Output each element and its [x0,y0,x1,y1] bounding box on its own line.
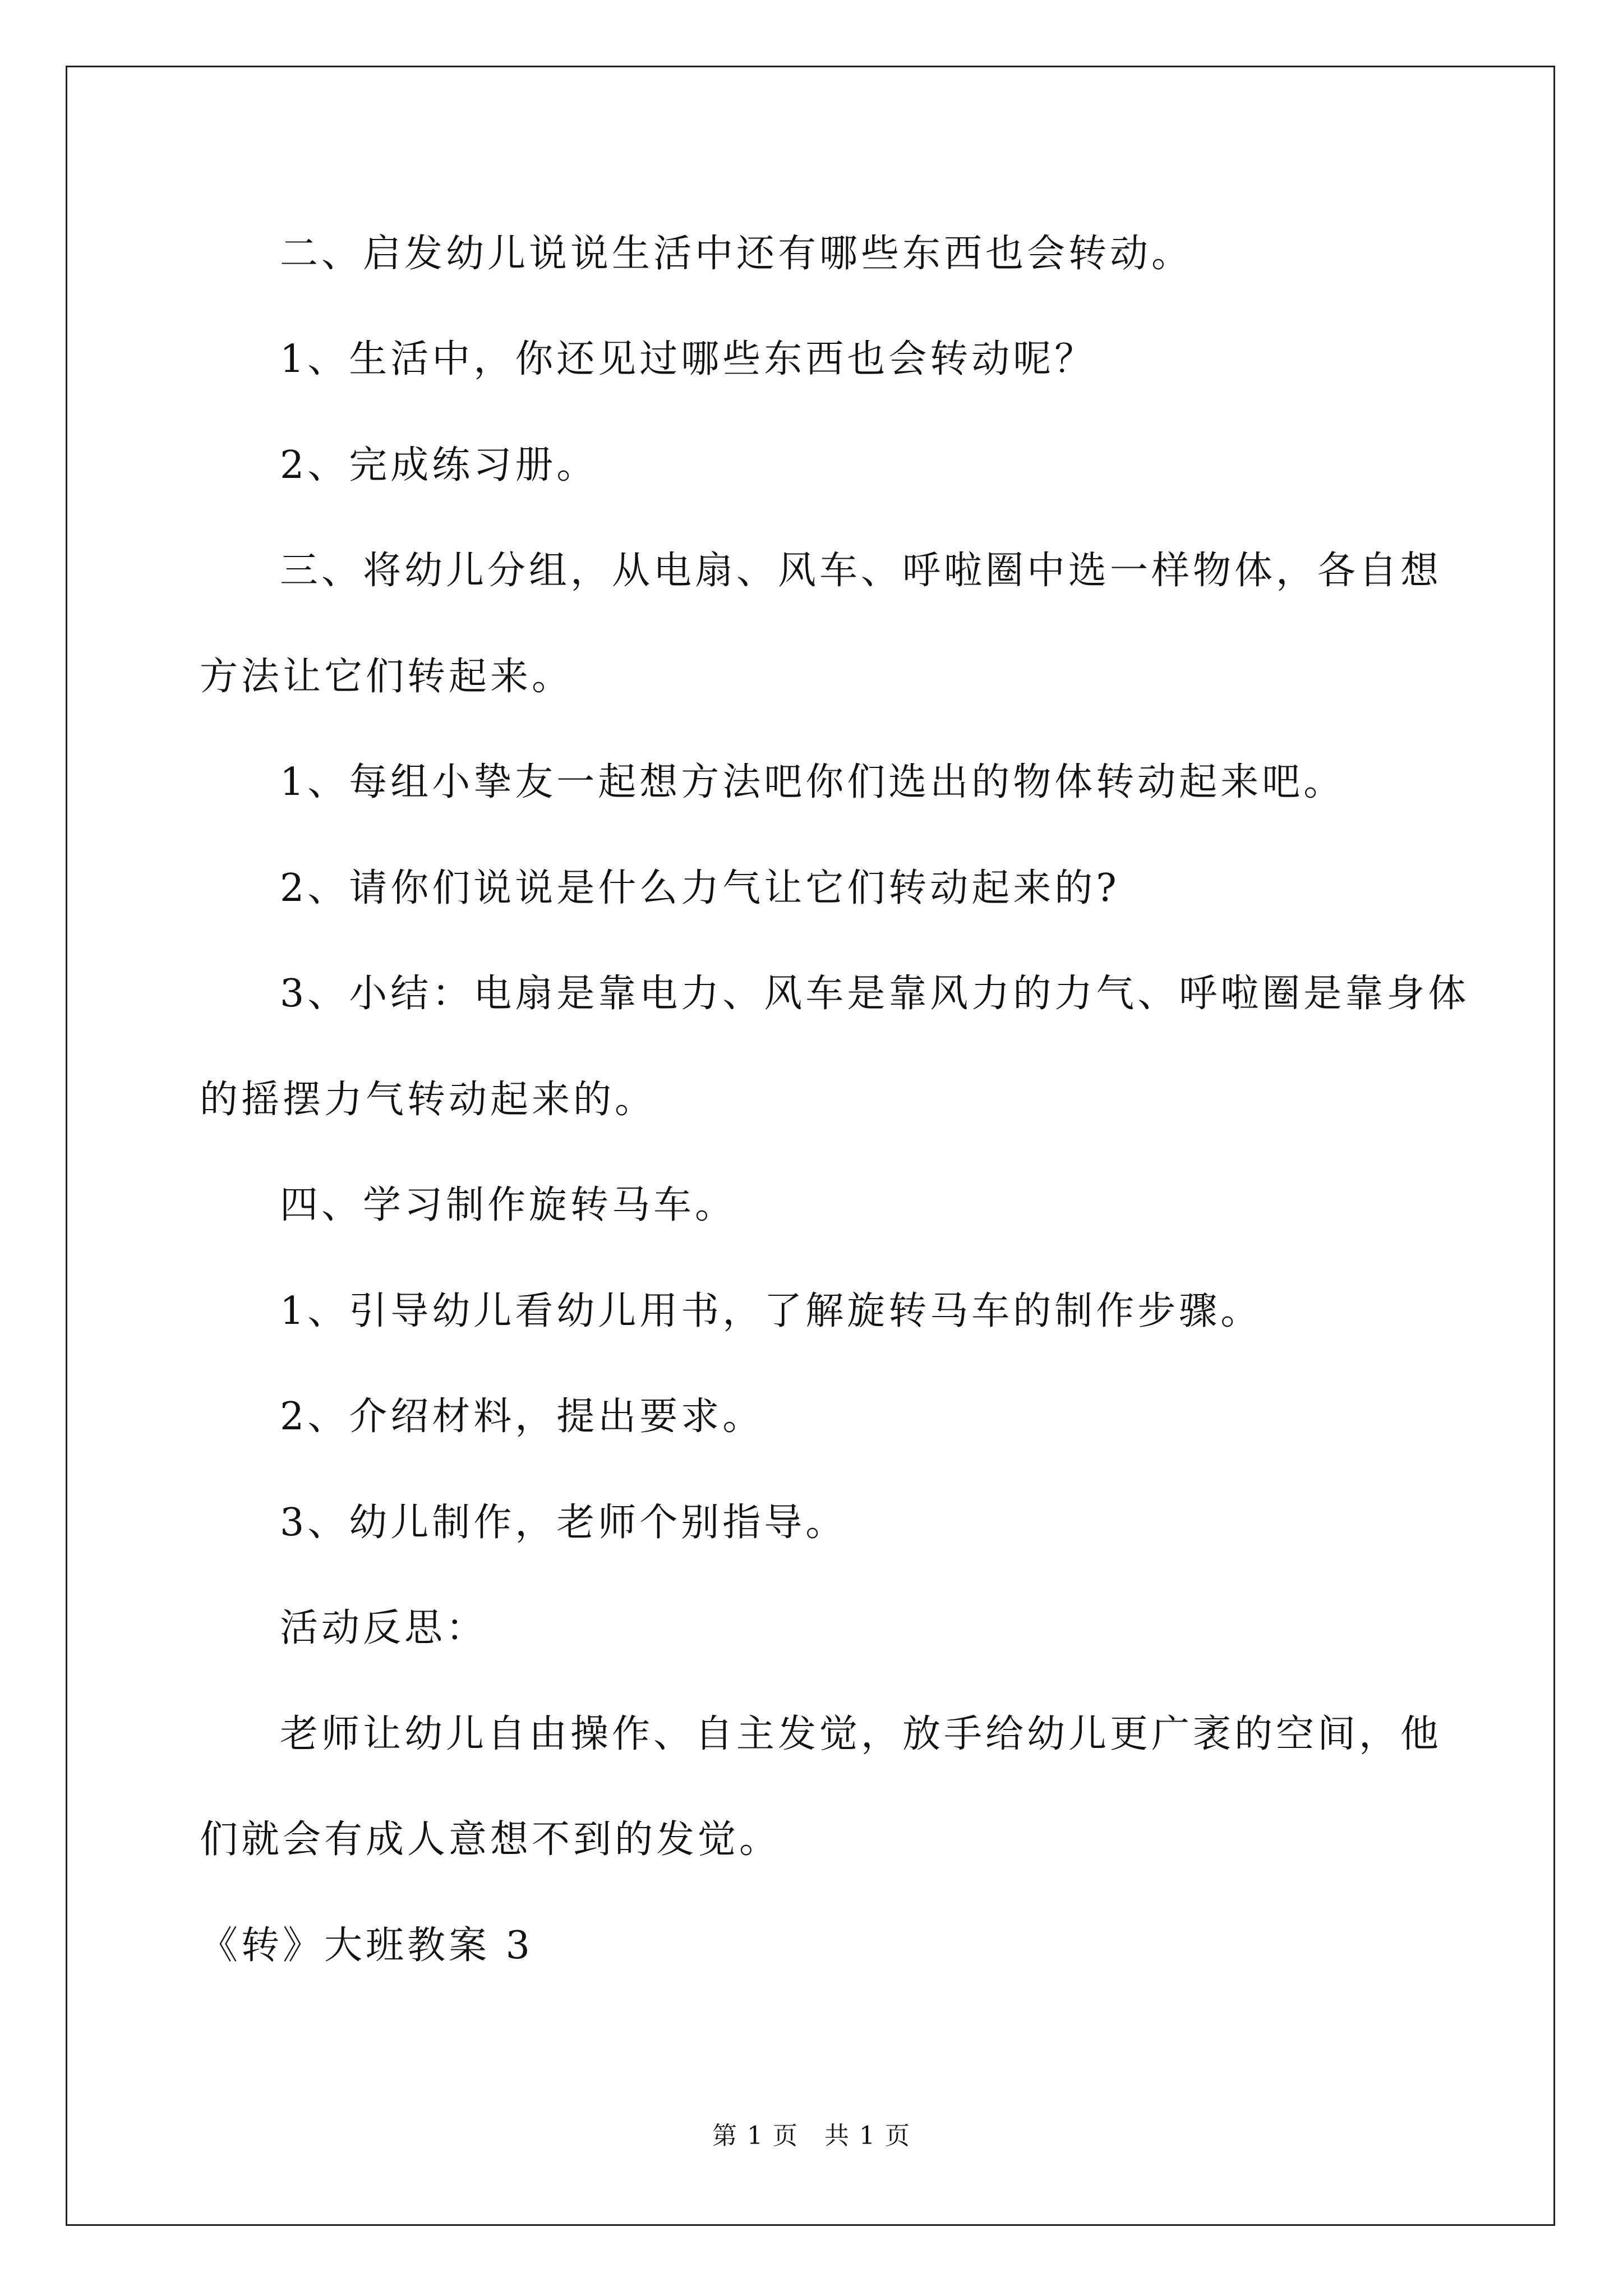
text-line: 的摇摆力气转动起来的。 [200,1078,657,1122]
text-line: 四、学习制作旋转马车。 [280,1183,737,1227]
text-line: 3、小结：电扇是靠电力、风车是靠风力的力气、呼啦圈是靠身体 [280,972,1470,1016]
text-line: 1、引导幼儿看幼儿用书，了解旋转马车的制作步骤。 [280,1289,1262,1333]
text-line: 三、将幼儿分组，从电扇、风车、呼啦圈中选一样物体，各自想 [280,549,1442,593]
text-line: 2、请你们说说是什么力气让它们转动起来的? [280,866,1120,910]
page-footer: 第 1 页 共 1 页 [712,2122,911,2150]
text-line: 们就会有成人意想不到的发觉。 [200,1818,781,1862]
text-line: 3、幼儿制作，老师个别指导。 [280,1501,847,1545]
text-line: 二、启发幼儿说说生活中还有哪些东西也会转动。 [280,232,1193,276]
text-line: 老师让幼儿自由操作、自主发觉，放手给幼儿更广袤的空间，他 [280,1712,1442,1756]
text-line: 2、介绍材料，提出要求。 [280,1395,764,1439]
text-line: 2、完成练习册。 [280,443,598,487]
page-border [66,66,1555,2226]
section-title: 《转》大班教案 3 [200,1924,533,1968]
text-line: 1、生活中，你还见过哪些东西也会转动呢？ [280,337,1096,381]
text-line: 方法让它们转起来。 [200,655,574,699]
text-line: 1、每组小挚友一起想方法吧你们选出的物体转动起来吧。 [280,760,1345,804]
text-line: 活动反思： [280,1606,488,1650]
